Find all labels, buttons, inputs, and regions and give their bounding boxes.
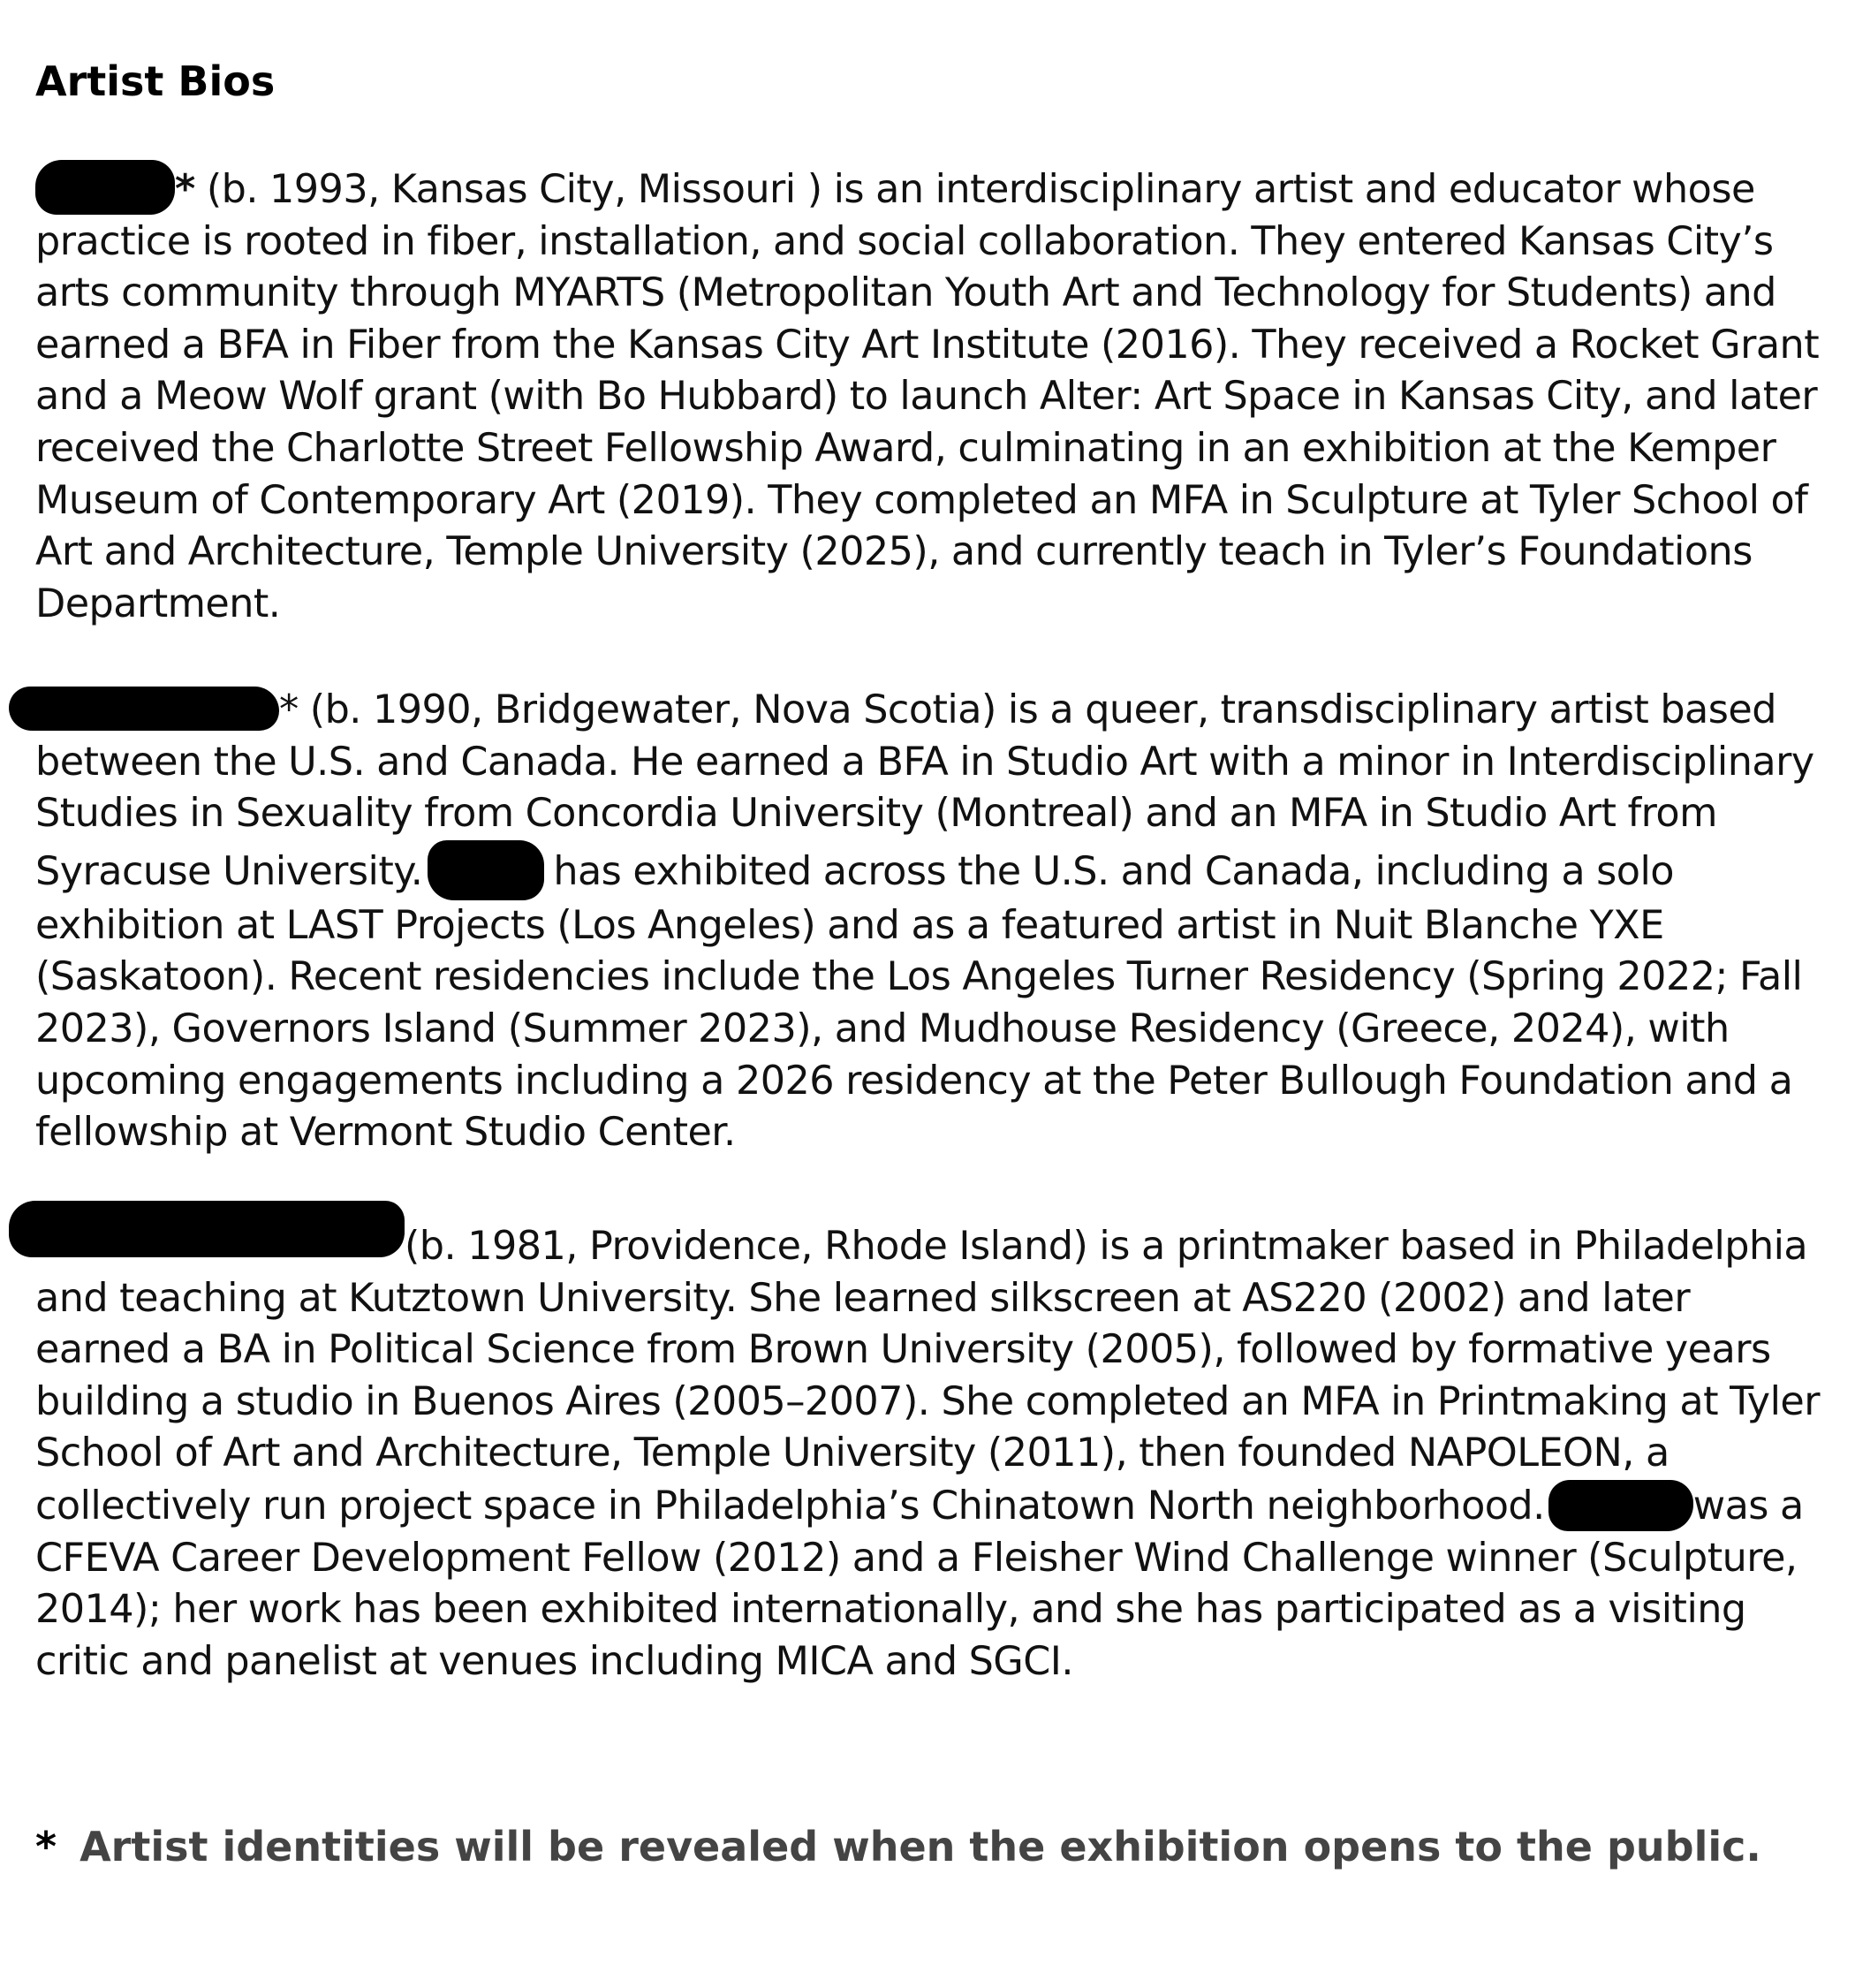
redacted-artist-name [9, 687, 279, 731]
redacted-artist-name [9, 1201, 405, 1257]
redacted-artist-name [428, 840, 544, 900]
footnote-text: Artist identities will be revealed when the exhibition opens to the public. [80, 1823, 1761, 1870]
artist-bio-2 [35, 685, 1833, 1159]
identity-footnote-marker: * [175, 167, 195, 212]
page-title: Artist Bios [35, 57, 276, 105]
redacted-artist-name [35, 160, 175, 215]
identity-footnote [35, 1820, 1761, 1873]
bio-text: (b. 1993, Kansas City, Missouri ) is an interdisciplinary artist and educator whose practice is rooted in fiber, installation, and social collaboration. They entered Kansas City’s arts community through MYARTS (Metropolitan Youth Art and Technology for Students) and earned a BFA in Fiber from the Kansas City Art Institute (2016). They received a Rocket Grant and a Meow Wolf grant (with Bo Hubbard) to launch Alter: Art Space in Kansas City, and later received the Charlotte Street Fellowship Award, culminating in an exhibition at the Kemper Museum of Contemporary Art (2019). They completed an MFA in Sculpture at Tyler School of Art and Architecture, Temple University (2025), and currently teach in Tyler’s Foundations Department. [35, 167, 1820, 626]
footnote-mark: * [35, 1823, 57, 1870]
bio-text-continued: has exhibited across the U.S. and Canada, including a solo exhibition at LAST Projects (Los Angeles) and as a featured artist in Nuit Blanche YXE (Saskatoon). Recent residencies include the Los Angeles Turner Residency (Spring 2022; Fall 2023), Governors Island (Summer 2023), and Mudhouse Residency (Greece, 2024), with upcoming engagements including a 2026 residency at the Peter Bullough Foundation and a fellowship at Vermont Studio Center. [35, 848, 1803, 1156]
bio-text: (b. 1990, Bridgewater, Nova Scotia) is a queer, transdisciplinary artist based between the U.S. and Canada. He earned a BFA in Studio Art with a minor in Interdisciplinary Studies in Sexuality from Concordia University (Montreal) and an MFA in Studio Art from Syracuse University. [35, 687, 1814, 894]
redacted-artist-name [1548, 1480, 1693, 1531]
bio-text: (b. 1981, Providence, Rhode Island) is a printmaker based in Philadelphia and teaching at Kutztown University. She learned silkscreen at AS220 (2002) and later earned a BA in Political Science from Brown University (2005), followed by formative years building a studio in Buenos Aires (2005–2007). She completed an MFA in Printmaking at Tyler School of Art and Architecture, Temple University (2011), then founded NAPOLEON, a collectively run project space in Philadelphia’s Chinatown North neighborhood. [35, 1224, 1820, 1529]
artist-bio-1 [35, 160, 1833, 630]
artist-bio-3 [35, 1201, 1833, 1688]
bio-text-continued: was a CFEVA Career Development Fellow (2012) and a Fleisher Wind Challenge winner (Sculpture, 2014); her work has been exhibited internationally, and she has participated as a visiting critic and panelist at venues including MICA and SGCI. [35, 1483, 1804, 1684]
identity-footnote-marker: * [279, 687, 299, 732]
